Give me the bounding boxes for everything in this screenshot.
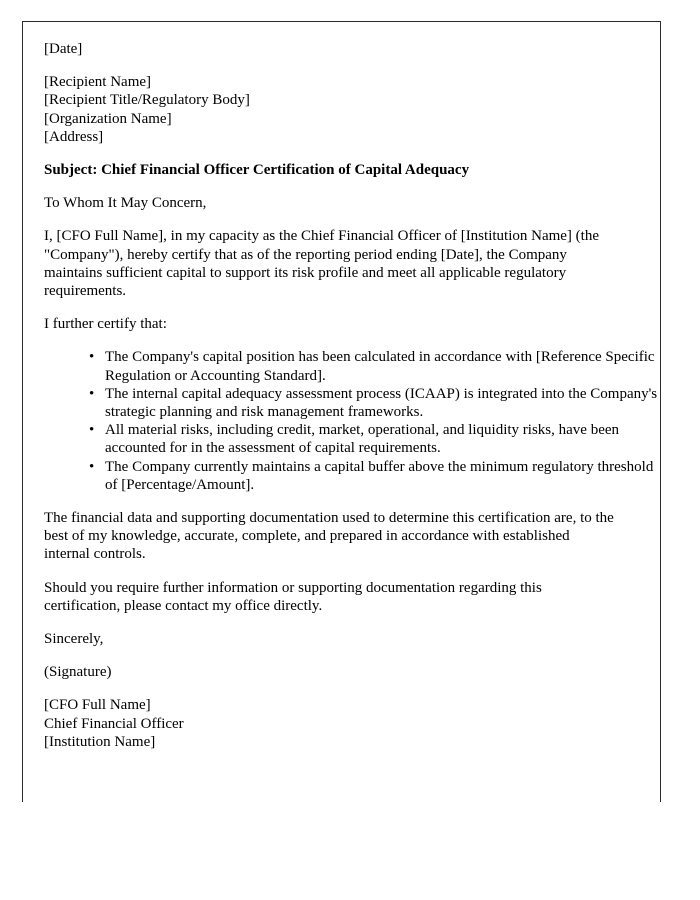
closing-salutation: Sincerely, <box>44 631 104 648</box>
contact-paragraph: Should you require further information or supporting documentation regarding this certification, please contact my office directly. <box>44 579 542 614</box>
organization-name: [Organization Name] <box>44 110 172 127</box>
closing-block <box>44 630 622 648</box>
date-block <box>44 40 622 58</box>
list-item: • The internal capital adequacy assessment process (ICAAP) is integrated into the Company's strategic planning and risk management frameworks. <box>89 385 665 421</box>
signer-name: [CFO Full Name] <box>44 697 151 714</box>
salutation-block <box>44 194 622 212</box>
signer-institution: [Institution Name] <box>44 733 156 750</box>
list-intro-paragraph: I further certify that: <box>44 316 167 333</box>
list-item: • The Company's capital position has been calculated in accordance with [Reference Specific Regulation or Accounting Standard]. <box>89 348 665 384</box>
assurance-paragraph: The financial data and supporting documentation used to determine this certification are, to the best of my knowledge, accurate, complete, and prepared in accordance with established internal controls. <box>44 510 614 563</box>
signature-placeholder: (Signature) <box>44 664 112 681</box>
salutation: To Whom It May Concern, <box>44 195 207 212</box>
certification-list <box>44 348 669 494</box>
signature-block <box>44 696 622 751</box>
signer-title: Chief Financial Officer <box>44 715 184 732</box>
recipient-address: [Address] <box>44 128 104 145</box>
recipient-address-block <box>44 73 622 146</box>
list-item: • All material risks, including credit, market, operational, and liquidity risks, have been accounted for in the assessment of capital requirements. <box>89 421 665 457</box>
list-item: • The Company currently maintains a capital buffer above the minimum regulatory threshold of [Percentage/Amount]. <box>89 458 665 494</box>
signature-placeholder-block <box>44 663 622 681</box>
opening-paragraph: I, [CFO Full Name], in my capacity as the Chief Financial Officer of [Institution Name] (the "Company"), hereby certify that as of the reporting period ending [Date], the Company maintains sufficient capital to support its risk profile and meet all applicable regulatory requirements. <box>44 228 599 300</box>
subject-block <box>44 161 622 179</box>
recipient-name: [Recipient Name] <box>44 74 152 91</box>
recipient-title: [Recipient Title/Regulatory Body] <box>44 92 250 109</box>
letter-body <box>22 40 658 751</box>
date-line: [Date] <box>44 41 83 57</box>
subject-line: Subject: Chief Financial Officer Certification of Capital Adequacy <box>44 162 470 179</box>
